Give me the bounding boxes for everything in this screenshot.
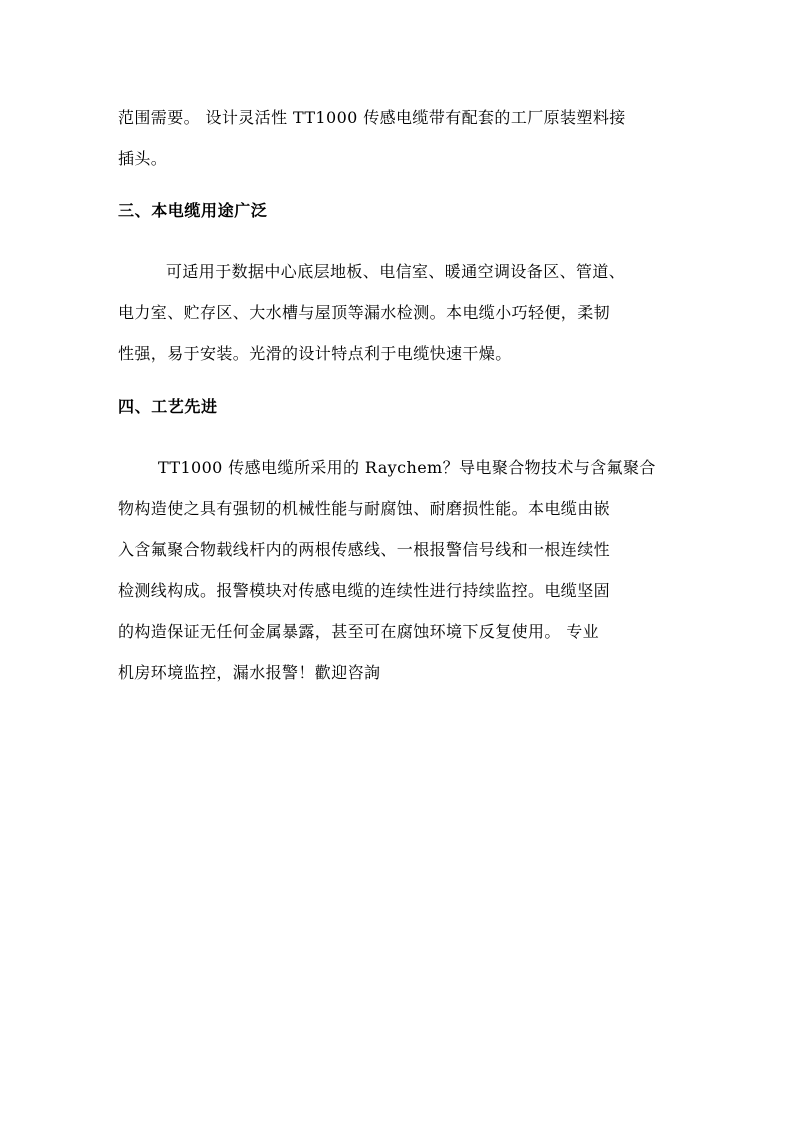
intro-paragraph-line-1: 范围需要。 设计灵活性 TT1000 传感电缆带有配套的工厂原装塑料接 — [118, 108, 626, 127]
section-3-line-1: 可适用于数据中心底层地板、电信室、暖通空调设备区、管道、 — [166, 262, 626, 281]
section-3-line-2: 电力室、贮存区、大水槽与屋顶等漏水检测。本电缆小巧轻便，柔韧 — [118, 303, 611, 322]
section-4-line-2: 物构造使之具有强韧的机械性能与耐腐蚀、耐磨损性能。本电缆由嵌 — [118, 499, 611, 518]
intro-paragraph-line-2: 插头。 — [118, 149, 168, 168]
section-4-line-3: 入含氟聚合物载线杆内的两根传感线、一根报警信号线和一根连续性 — [118, 540, 611, 559]
section-4-heading: 四、工艺先进 — [118, 397, 218, 416]
section-4-line-1: TT1000 传感电缆所采用的 Raychem？导电聚合物技术与含氟聚合 — [158, 458, 656, 477]
section-4-line-6: 机房环境监控，漏水报警！歡迎咨詢 — [118, 663, 381, 682]
section-4-line-5: 的构造保证无任何金属暴露，甚至可在腐蚀环境下反复使用。 专业 — [118, 622, 600, 641]
section-3-line-3: 性强，易于安装。光滑的设计特点利于电缆快速干燥。 — [118, 344, 512, 363]
section-3-heading: 三、本电缆用途广泛 — [118, 201, 268, 220]
section-4-line-4: 检测线构成。报警模块对传感电缆的连续性进行持续监控。电缆坚固 — [118, 581, 611, 600]
